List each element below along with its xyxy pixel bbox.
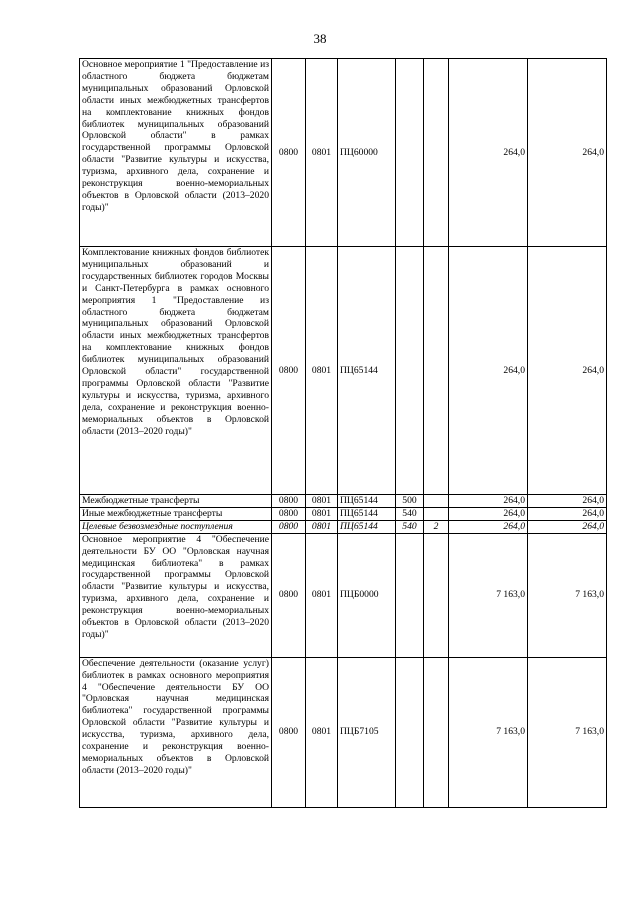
- row-name: Обеспечение деятельности (оказание услуг) библиотек в рамках основного мероприятия 4 "Обеспечение деятельности БУ ОО "Орловская научная медицинская библиотека" государственной программы Орловской области "Развитие культуры и искусства, туризма, архивного дела, сохранение и реконструкция военно-мемориальных объектов в Орловской области (2013–2020 годы)": [80, 657, 272, 807]
- expense-type-code: 540: [396, 507, 424, 520]
- kosgu-code: [424, 247, 449, 495]
- table-row: [80, 507, 607, 520]
- table-row: [80, 657, 607, 807]
- expense-type-code: [396, 59, 424, 247]
- row-name: Комплектование книжных фондов библиотек муниципальных образований и государственных библиотек городов Москвы и Санкт-Петербурга в рамках основного мероприятия 1 "Предоставление из областного бюджета бюджетам муниципальных образований Орловской области иных межбюджетных трансфертов на комплектование книжных фондов библиотек муниципальных образований Орловской области" государственной программы Орловской области "Развитие культуры и искусства, туризма, архивного дела, сохранение и реконструкция военно-мемориальных объектов в Орловской области (2013–2020 годы)": [80, 247, 272, 495]
- sum-year-1: 7 163,0: [449, 533, 528, 657]
- section-code: 0800: [272, 657, 306, 807]
- section-code: 0800: [272, 507, 306, 520]
- sum-year-2: 264,0: [528, 59, 607, 247]
- subsection-code: 0801: [306, 507, 338, 520]
- row-name: Основное мероприятие 1 "Предоставление из областного бюджета бюджетам муниципальных образований Орловской области иных межбюджетных трансфертов на комплектование книжных фондов библиотек муниципальных образований Орловской области" в рамках государственной программы Орловской области "Развитие культуры и искусства, туризма, архивного дела, сохранение и реконструкция военно-мемориальных объектов в Орловской области (2013–2020 годы)": [80, 59, 272, 247]
- target-code: ПЦ65144: [338, 507, 396, 520]
- row-name: Целевые безвозмездные поступления: [80, 520, 272, 533]
- section-code: 0800: [272, 247, 306, 495]
- subsection-code: 0801: [306, 520, 338, 533]
- kosgu-code: [424, 657, 449, 807]
- kosgu-code: [424, 533, 449, 657]
- subsection-code: 0801: [306, 495, 338, 508]
- target-code: ПЦ65144: [338, 247, 396, 495]
- kosgu-code: [424, 495, 449, 508]
- subsection-code: 0801: [306, 533, 338, 657]
- budget-table: [79, 58, 607, 808]
- expense-type-code: 540: [396, 520, 424, 533]
- table-row: [80, 59, 607, 247]
- table-row: [80, 495, 607, 508]
- sum-year-2: 264,0: [528, 247, 607, 495]
- sum-year-2: 264,0: [528, 507, 607, 520]
- sum-year-1: 7 163,0: [449, 657, 528, 807]
- row-name: Межбюджетные трансферты: [80, 495, 272, 508]
- target-code: ПЦ65144: [338, 520, 396, 533]
- target-code: ПЦБ0000: [338, 533, 396, 657]
- section-code: 0800: [272, 533, 306, 657]
- kosgu-code: [424, 507, 449, 520]
- page-number: 38: [313, 31, 327, 46]
- expense-type-code: 500: [396, 495, 424, 508]
- subsection-code: 0801: [306, 657, 338, 807]
- target-code: ПЦБ7105: [338, 657, 396, 807]
- target-code: ПЦ65144: [338, 495, 396, 508]
- row-name: Основное мероприятие 4 "Обеспечение деятельности БУ ОО "Орловская научная медицинская библиотека" в рамках государственной программы Орловской области "Развитие культуры и искусства, туризма, архивного дела, сохранение и реконструкция военно-мемориальных объектов в Орловской области (2013–2020 годы)": [80, 533, 272, 657]
- expense-type-code: [396, 247, 424, 495]
- subsection-code: 0801: [306, 247, 338, 495]
- section-code: 0800: [272, 59, 306, 247]
- sum-year-1: 264,0: [449, 520, 528, 533]
- sum-year-1: 264,0: [449, 507, 528, 520]
- table-row: [80, 520, 607, 533]
- section-code: 0800: [272, 495, 306, 508]
- sum-year-1: 264,0: [449, 247, 528, 495]
- target-code: ПЦ60000: [338, 59, 396, 247]
- row-name: Иные межбюджетные трансферты: [80, 507, 272, 520]
- sum-year-1: 264,0: [449, 495, 528, 508]
- sum-year-2: 264,0: [528, 495, 607, 508]
- sum-year-2: 264,0: [528, 520, 607, 533]
- sum-year-2: 7 163,0: [528, 657, 607, 807]
- section-code: 0800: [272, 520, 306, 533]
- table-row: [80, 533, 607, 657]
- sum-year-1: 264,0: [449, 59, 528, 247]
- sum-year-2: 7 163,0: [528, 533, 607, 657]
- subsection-code: 0801: [306, 59, 338, 247]
- table-row: [80, 247, 607, 495]
- expense-type-code: [396, 657, 424, 807]
- expense-type-code: [396, 533, 424, 657]
- kosgu-code: 2: [424, 520, 449, 533]
- kosgu-code: [424, 59, 449, 247]
